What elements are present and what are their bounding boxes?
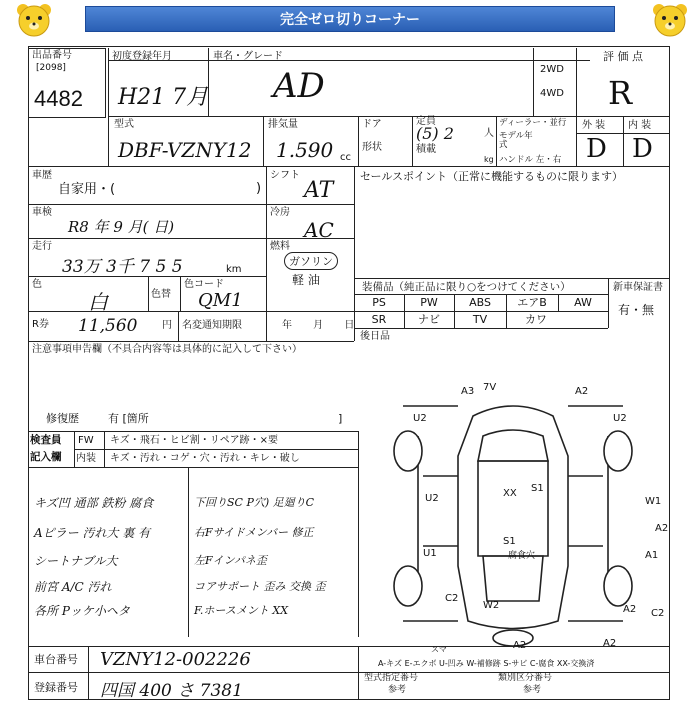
mark-c2-a: C2: [445, 593, 459, 604]
mark-a2-e: A2: [655, 523, 669, 534]
recycle-value: 有・無: [618, 303, 655, 317]
paint-label: 色替: [151, 289, 171, 300]
mark-a2-front: A2: [575, 386, 589, 397]
shift-label: シフト: [270, 170, 300, 181]
door-label: ドア: [362, 119, 382, 130]
mark-w1: W1: [645, 496, 662, 507]
ticket-unit: 円: [162, 320, 172, 331]
type-spec-label: 型式指定番号: [364, 673, 419, 683]
name-change-label: 名変通知期限: [182, 320, 242, 331]
equip-sr: SR: [371, 313, 387, 326]
note-left-3: シートナブル大: [34, 554, 118, 568]
mark-s1-b: S1: [531, 483, 544, 494]
lot-sub: [2098]: [36, 63, 66, 73]
entry-label: 記入欄: [30, 451, 62, 463]
mileage-value: 33万 3千 7 5 5: [62, 257, 183, 277]
note-right-3: 左Fインパネ歪: [194, 554, 267, 567]
mark-a3: A3: [461, 386, 475, 397]
first-reg-label: 初度登録年月: [112, 51, 172, 62]
interior-value: D: [632, 134, 653, 164]
sales-point-label: セールスポイント（正常に機能するものに限ります）: [360, 170, 624, 183]
displacement-value: 1.590: [276, 138, 334, 162]
recycle-label: 新車保証書: [613, 282, 663, 293]
displacement-unit: cc: [340, 152, 351, 163]
handle-label: ハンドル 左・右: [499, 155, 562, 165]
color-code-value: QM1: [198, 290, 243, 311]
bear-logo-left-icon: [14, 2, 54, 38]
equip-airbag: エアB: [517, 296, 547, 309]
equip-abs: ABS: [469, 296, 491, 309]
ac-label: 冷房: [270, 207, 290, 218]
equip-ps: PS: [372, 296, 386, 309]
use-close: ): [256, 181, 262, 196]
note-right-5: F.ホースメント XX: [194, 604, 289, 617]
mark-xx: XX: [503, 488, 517, 499]
header: [0, 0, 700, 40]
note-left-4: 前宮 A/C 汚れ: [34, 580, 112, 594]
fw-items: キズ・飛石・ヒビ割・リペア跡・×要: [110, 435, 278, 446]
load-label: 積載: [416, 144, 436, 155]
equip-leather: カワ: [525, 313, 547, 326]
mark-a2-d: A2: [603, 638, 617, 649]
fuel-value: ガソリン: [284, 252, 338, 270]
car-diagram: [363, 376, 669, 654]
equip-aw: AW: [574, 296, 592, 309]
dealer-label: ディーラー・並行: [499, 118, 567, 128]
inspection-label: 車検: [32, 207, 52, 218]
class-label: 類別区分番号: [498, 673, 553, 683]
mileage-label: 走行: [32, 241, 52, 252]
drive-4wd: 4WD: [540, 88, 564, 99]
note-right-2: 右Fサイドメンバー 修正: [194, 526, 314, 539]
car-name-label: 車名・グレード: [213, 51, 283, 62]
note-right-1: 下回りSC P穴) 足廻りC: [194, 496, 315, 509]
exterior-label: 外 装: [582, 120, 606, 131]
ac-value: AC: [304, 218, 334, 242]
reg-label: 登録番号: [34, 681, 78, 694]
use-value: 自家用・(: [58, 182, 116, 197]
ticket-label: R券: [32, 319, 49, 330]
mark-7v: 7V: [483, 382, 497, 393]
mark-sma: スマ: [431, 645, 447, 654]
note-right-4: コアサポート 歪み 交換 歪: [194, 580, 326, 593]
use-label: 車歴: [32, 170, 52, 181]
car-body-outline: [458, 406, 568, 629]
mark-a2-b: A2: [623, 604, 637, 615]
banner-title: 完全ゼロ切りコーナー: [85, 6, 615, 32]
bear-logo-right-icon: [650, 2, 690, 38]
capacity-unit: 人: [484, 128, 494, 139]
interior-label: 内 装: [628, 120, 652, 131]
capacity-value: (5) 2: [416, 124, 454, 143]
model-year-label: モデル年式: [499, 131, 533, 151]
frame-value: VZNY12-002226: [100, 649, 251, 670]
mark-w2: W2: [483, 600, 500, 611]
color-value: 白: [88, 290, 108, 314]
lot-number: 4482: [34, 86, 83, 111]
frame-label: 車台番号: [34, 653, 78, 666]
inspector-label: 検査員: [30, 434, 62, 446]
score-value: R: [608, 74, 633, 112]
equip-pw: PW: [420, 296, 438, 309]
name-change-value: 年 月 日: [282, 320, 355, 331]
mark-a1: A1: [645, 550, 659, 561]
int-label: 内装: [76, 453, 96, 464]
mark-u2-b: U2: [613, 413, 627, 424]
ref-label-2: 参考: [523, 685, 542, 695]
lot-label: 出品番号: [32, 50, 72, 61]
mark-u1: U1: [423, 548, 437, 559]
inspection-value: R8 年 9 月( 日): [68, 218, 175, 236]
mark-corrosion: 腐食穴: [508, 551, 536, 561]
ref-label-1: 参考: [388, 685, 407, 695]
car-name-value: AD: [273, 66, 325, 106]
fw-label: FW: [78, 435, 94, 446]
drive-2wd: 2WD: [540, 64, 564, 75]
fuel-label: 燃料: [270, 241, 290, 252]
mark-u2-c: U2: [425, 493, 439, 504]
repair-close: ]: [338, 412, 343, 425]
score-label: 評 価 点: [603, 50, 643, 63]
color-label: 色: [32, 279, 42, 290]
fuel-alt: 軽 油: [292, 273, 320, 287]
notes-label: 注意事項申告欄（不具合内容等は具体的に記入して下さい）: [32, 344, 302, 355]
mark-a2-c: A2: [513, 640, 527, 651]
equip-label: 装備品（純正品に限り○をつけてください）: [362, 281, 571, 293]
color-code-label: 色コード: [184, 279, 224, 290]
note-left-1: キズ凹 通部 鉄粉 腐食: [34, 496, 154, 510]
shape-label: 形状: [362, 142, 382, 153]
equip-tv: TV: [472, 313, 488, 326]
shift-value: AT: [304, 178, 334, 203]
exterior-value: D: [586, 134, 607, 164]
legend: A-キズ E-エクボ U-凹み W-補修跡 S-サビ C-腐食 XX-交換済: [378, 659, 595, 668]
note-left-2: Aピラー 汚れ大 裏 有: [34, 526, 151, 540]
auction-sheet: [28, 46, 670, 700]
repair-label: 修復歴: [46, 412, 79, 425]
mark-c2-b: C2: [651, 608, 665, 619]
displacement-label: 排気量: [268, 119, 298, 130]
load-unit: kg: [484, 155, 494, 164]
mileage-unit: km: [226, 264, 242, 275]
first-reg-value: H21 7月: [118, 85, 209, 110]
reg-value: 四国 400 さ 7381: [100, 681, 243, 701]
model-label: 型式: [114, 119, 134, 130]
ticket-value: 11,560: [78, 316, 138, 336]
equip-navi: ナビ: [418, 313, 440, 326]
repair-value: 有 [箇所: [108, 412, 149, 425]
note-left-5: 各所 Pッケ小ヘタ: [34, 604, 130, 618]
capacity-label: 定員: [416, 116, 436, 127]
model-value: DBF-VZNY12: [118, 138, 252, 162]
int-items: キズ・汚れ・コゲ・穴・汚れ・キレ・破し: [110, 453, 300, 464]
mark-s1: S1: [503, 536, 516, 547]
rear-seat-label: 後日品: [360, 331, 390, 342]
mark-u2-a: U2: [413, 413, 427, 424]
